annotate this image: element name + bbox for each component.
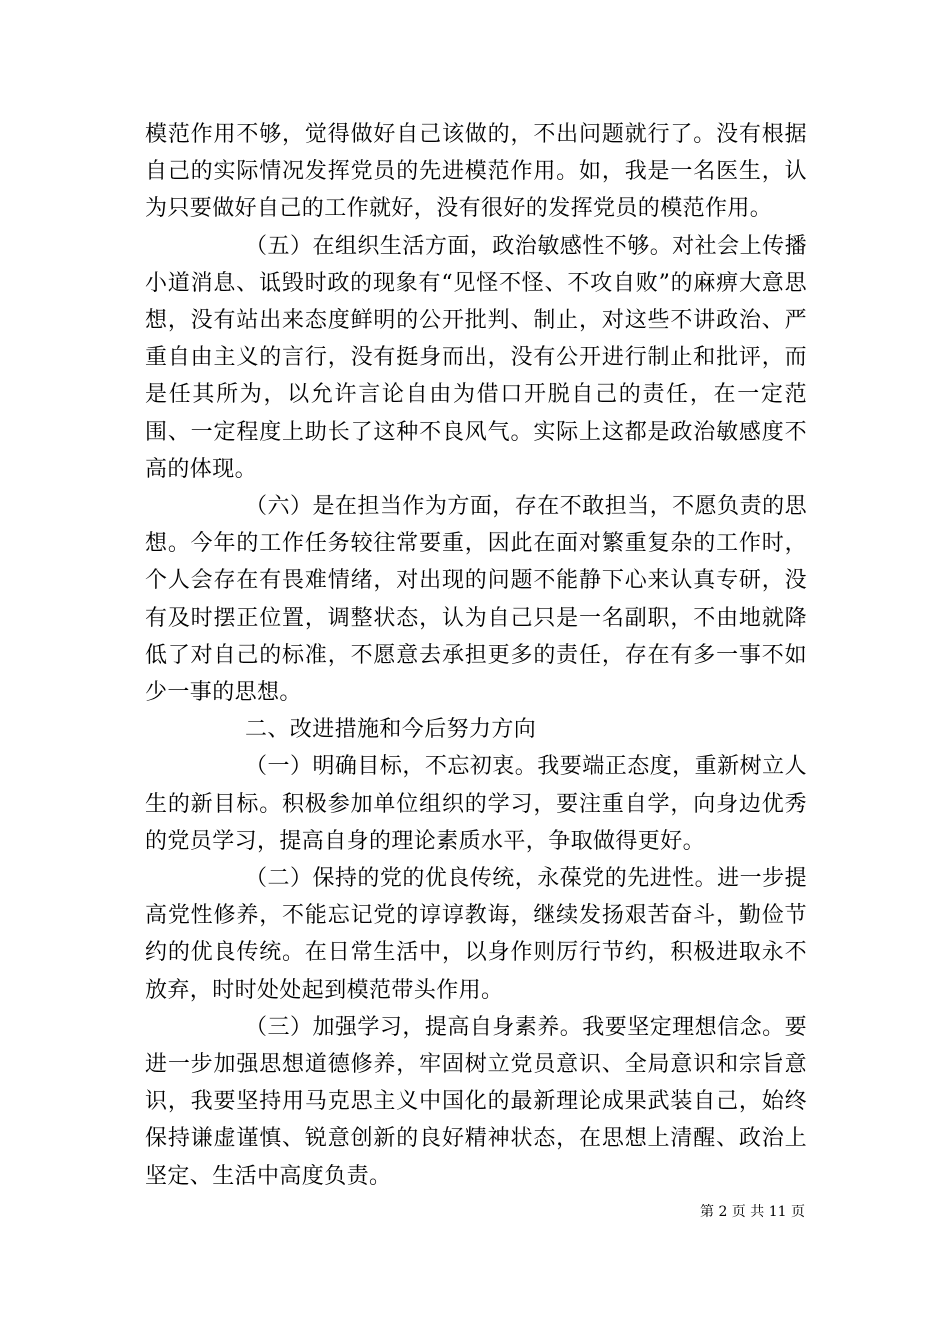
- paragraph-measure-3: （三）加强学习，提高自身素养。我要坚定理想信念。要进一步加强思想道德修养，牢固树立党员意识、全局意识和宗旨意识，我要坚持用马克思主义中国化的最新理论成果武装自己，始终保持谦虚谨慎、锐意创新的良好精神状态，在思想上清醒、政治上坚定、生活中高度负责。: [145, 1014, 807, 1189]
- paragraph-measure-1: （一）明确目标，不忘初衷。我要端正态度，重新树立人生的新目标。积极参加单位组织的学习，要注重自学，向身边优秀的党员学习，提高自身的理论素质水平，争取做得更好。: [145, 754, 807, 854]
- paragraph-item-5: （五）在组织生活方面，政治敏感性不够。对社会上传播小道消息、诋毁时政的现象有“见怪不怪、不攻自败”的麻痹大意思想，没有站出来态度鲜明的公开批判、制止，对这些不讲政治、严重自由主义的言行，没有挺身而出，没有公开进行制止和批评，而是任其所为，以允许言论自由为借口开脱自己的责任，在一定范围、一定程度上助长了这种不良风气。实际上这都是政治敏感度不高的体现。: [145, 233, 807, 482]
- page-number: 第 2 页 共 11 页: [700, 1204, 805, 1220]
- section-heading: 二、改进措施和今后努力方向: [245, 717, 537, 743]
- paragraph-continued: 模范作用不够，觉得做好自己该做的，不出问题就行了。没有根据自己的实际情况发挥党员的先进模范作用。如，我是一名医生，认为只要做好自己的工作就好，没有很好的发挥党员的模范作用。: [145, 122, 807, 222]
- paragraph-measure-2: （二）保持的党的优良传统，永葆党的先进性。进一步提高党性修养，不能忘记党的谆谆教诲，继续发扬艰苦奋斗，勤俭节约的优良传统。在日常生活中，以身作则厉行节约，积极进取永不放弃，时时处处起到模范带头作用。: [145, 866, 807, 1003]
- paragraph-item-6: （六）是在担当作为方面，存在不敢担当，不愿负责的思想。今年的工作任务较往常要重，因此在面对繁重复杂的工作时，个人会存在有畏难情绪，对出现的问题不能静下心来认真专研，没有及时摆正位置，调整状态，认为自己只是一名副职，不由地就降低了对自己的标准，不愿意去承担更多的责任，存在有多一事不如少一事的思想。: [145, 494, 807, 706]
- document-body: [145, 116, 807, 1195]
